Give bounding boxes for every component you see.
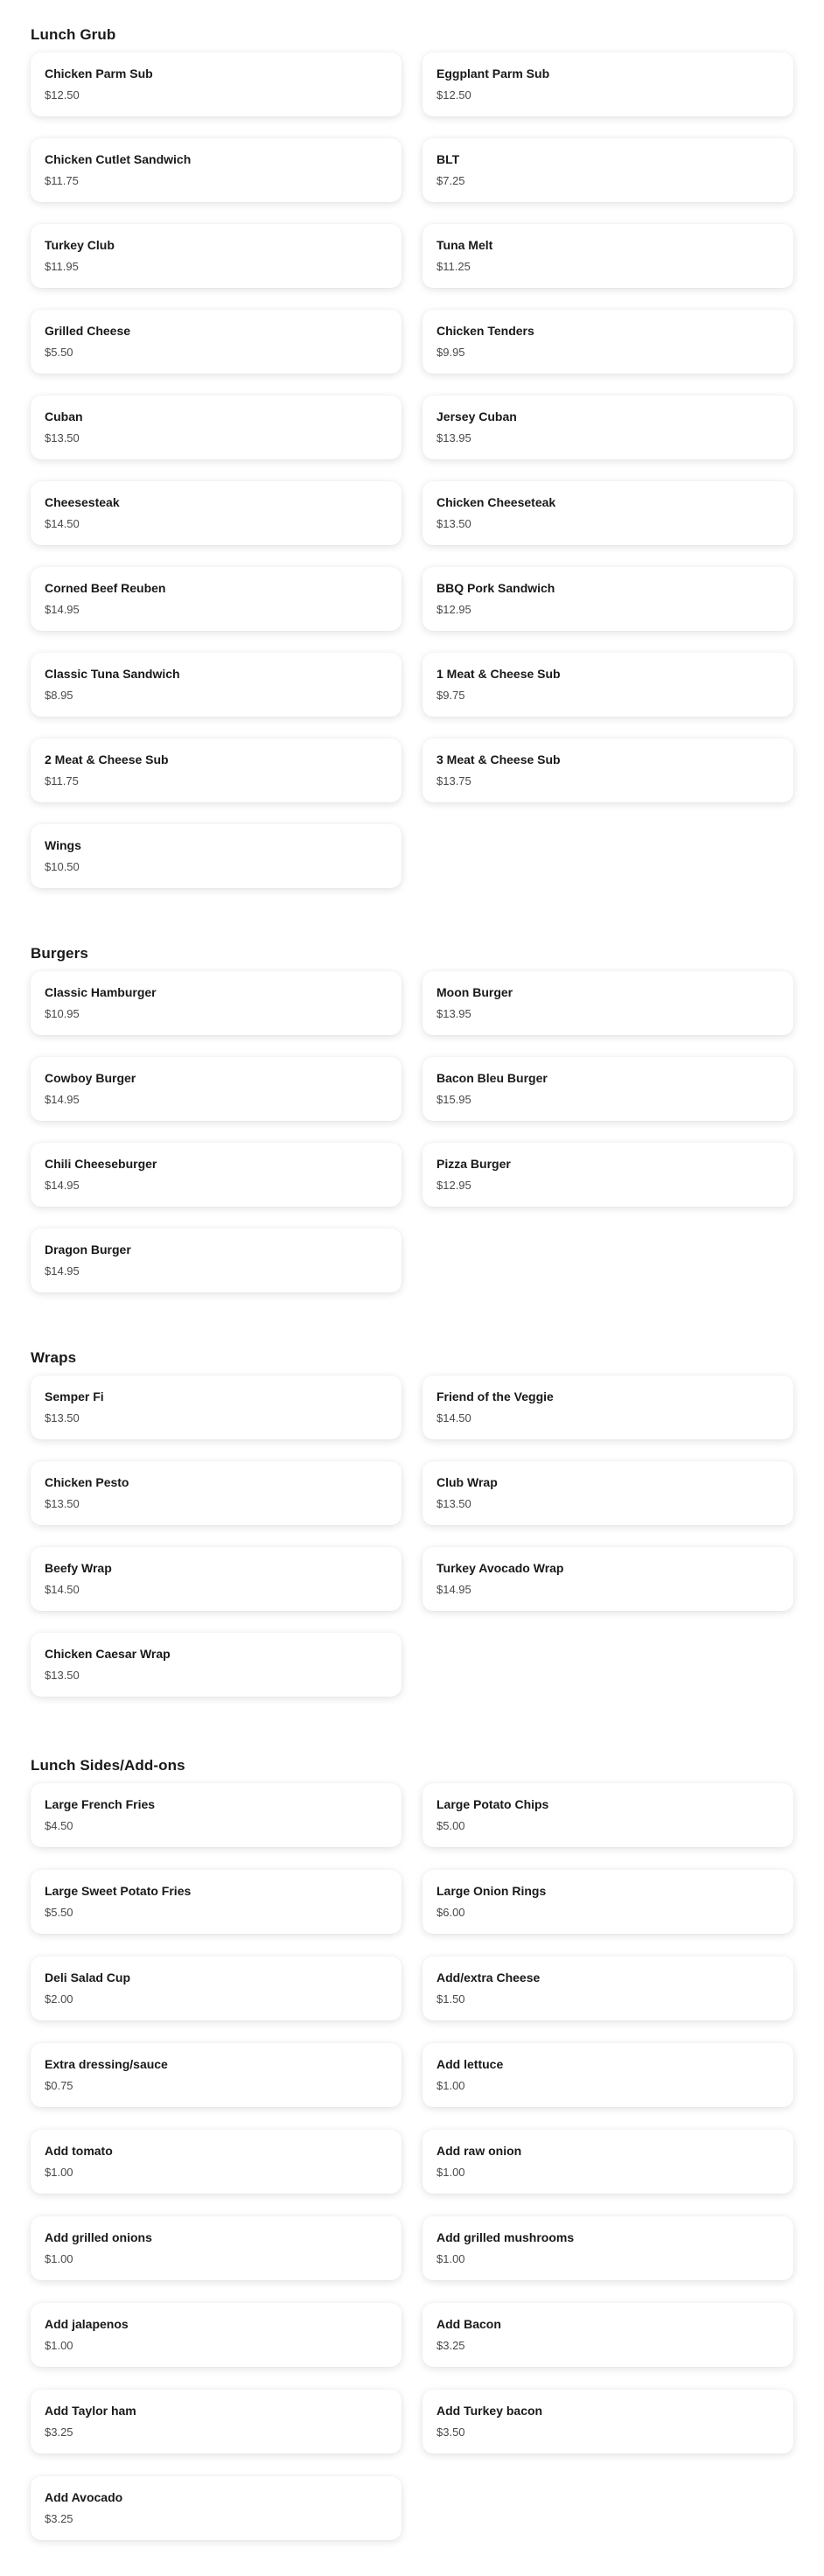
menu-item-card[interactable]	[422, 2130, 793, 2194]
menu-item-name: Pizza Burger	[436, 1157, 511, 1171]
menu-item-price: $11.75	[45, 774, 79, 788]
menu-item-name: Cheesesteak	[45, 495, 120, 509]
menu-item-card[interactable]	[422, 224, 793, 288]
menu-item-name: Large Onion Rings	[436, 1884, 547, 1898]
menu-item-card[interactable]	[422, 653, 793, 717]
menu-item-card[interactable]	[422, 2390, 793, 2454]
menu-item-price: $0.75	[45, 2079, 73, 2092]
menu-item-name: Corned Beef Reuben	[45, 581, 166, 595]
menu-item-name: Classic Tuna Sandwich	[45, 667, 180, 681]
menu-item-price: $14.95	[45, 1179, 80, 1192]
menu-item-price: $1.00	[45, 2252, 73, 2265]
menu-item-name: 1 Meat & Cheese Sub	[436, 667, 561, 681]
menu-item-name: Add grilled mushrooms	[436, 2230, 575, 2244]
menu-item-name: Eggplant Parm Sub	[436, 66, 550, 80]
menu-item-name: Large French Fries	[45, 1797, 156, 1811]
menu-items-grid	[31, 971, 793, 1292]
menu-item-price: $13.95	[436, 1007, 471, 1020]
menu-item-card[interactable]	[422, 2043, 793, 2107]
menu-item-price: $11.25	[436, 260, 471, 273]
menu-item-price: $2.00	[45, 1992, 73, 2006]
menu-item-card[interactable]	[31, 1956, 402, 2020]
menu-item-price: $13.50	[45, 431, 80, 444]
menu-item-price: $1.00	[436, 2252, 465, 2265]
menu-item-price: $1.00	[45, 2166, 73, 2179]
menu-item-name: BBQ Pork Sandwich	[436, 581, 555, 595]
menu-item-name: Add/extra Cheese	[436, 1970, 541, 1984]
menu-item-card[interactable]	[422, 1783, 793, 1847]
menu-item-name: Chicken Caesar Wrap	[45, 1647, 171, 1661]
menu-item-card[interactable]	[422, 738, 793, 802]
menu-item-price: $1.00	[436, 2166, 465, 2179]
menu-item-price: $13.95	[436, 431, 471, 444]
menu-item-price: $14.50	[436, 1411, 471, 1424]
menu-item-name: Beefy Wrap	[45, 1561, 112, 1575]
menu-item-card[interactable]	[31, 138, 402, 202]
menu-item-name: Club Wrap	[436, 1475, 498, 1489]
menu-item-card[interactable]	[31, 653, 402, 717]
menu-item-card[interactable]	[31, 310, 402, 374]
menu-item-card[interactable]	[422, 396, 793, 459]
menu-item-name: Turkey Avocado Wrap	[436, 1561, 564, 1575]
menu-item-card[interactable]	[31, 1870, 402, 1934]
menu-item-price: $13.50	[436, 517, 471, 530]
menu-item-price: $9.75	[436, 689, 465, 702]
menu-item-name: Add Bacon	[436, 2317, 501, 2331]
menu-item-price: $14.50	[45, 1583, 80, 1596]
menu-item-card[interactable]	[31, 738, 402, 802]
menu-item-price: $10.95	[45, 1007, 80, 1020]
menu-item-name: 3 Meat & Cheese Sub	[436, 752, 561, 766]
menu-items-grid	[31, 52, 793, 888]
menu-item-card[interactable]	[31, 481, 402, 545]
menu-item-card[interactable]	[31, 2043, 402, 2107]
menu-item-name: Chicken Pesto	[45, 1475, 129, 1489]
menu-item-name: Cowboy Burger	[45, 1071, 136, 1085]
menu-item-card[interactable]	[422, 52, 793, 116]
menu-item-card[interactable]	[422, 1956, 793, 2020]
menu-item-card[interactable]	[31, 1143, 402, 1207]
menu-item-name: Chicken Tenders	[436, 324, 534, 338]
menu-item-name: Friend of the Veggie	[436, 1390, 554, 1404]
menu-item-price: $6.00	[436, 1906, 465, 1919]
menu-item-card[interactable]	[31, 2390, 402, 2454]
menu-item-name: Wings	[45, 838, 81, 852]
menu-item-card[interactable]	[31, 2476, 402, 2540]
menu-item-price: $13.50	[45, 1497, 80, 1510]
menu-item-name: Large Sweet Potato Fries	[45, 1884, 192, 1898]
menu-item-price: $11.95	[45, 260, 79, 273]
menu-item-card[interactable]	[422, 481, 793, 545]
menu-item-price: $5.50	[45, 346, 73, 359]
menu-item-price: $12.50	[436, 88, 471, 102]
menu-items-grid	[31, 1783, 793, 2540]
menu-item-name: Add raw onion	[436, 2144, 522, 2158]
menu-item-price: $14.95	[436, 1583, 471, 1596]
menu-item-price: $14.50	[45, 517, 80, 530]
menu-item-card[interactable]	[422, 1547, 793, 1611]
menu-item-card[interactable]	[31, 567, 402, 631]
menu-item-card[interactable]	[31, 1057, 402, 1121]
menu-item-card[interactable]	[31, 2303, 402, 2367]
menu-item-price: $15.95	[436, 1093, 471, 1106]
menu-item-name: 2 Meat & Cheese Sub	[45, 752, 169, 766]
menu-item-card[interactable]	[422, 310, 793, 374]
menu-item-name: Chicken Cutlet Sandwich	[45, 152, 192, 166]
menu-item-name: Add Taylor ham	[45, 2404, 136, 2418]
menu-item-price: $1.00	[45, 2339, 73, 2352]
menu-item-card[interactable]	[422, 1376, 793, 1439]
menu-item-name: Tuna Melt	[436, 238, 493, 252]
menu-item-name: Moon Burger	[436, 985, 513, 999]
section-title: Wraps	[31, 1349, 77, 1366]
menu-item-name: Chicken Cheeseteak	[436, 495, 556, 509]
menu-item-card[interactable]	[31, 2216, 402, 2280]
menu-item-card[interactable]	[422, 2216, 793, 2280]
menu-item-card[interactable]	[422, 1143, 793, 1207]
menu-item-name: Large Potato Chips	[436, 1797, 549, 1811]
menu-item-price: $14.95	[45, 603, 80, 616]
menu-item-card[interactable]	[31, 396, 402, 459]
menu-item-name: Chili Cheeseburger	[45, 1157, 157, 1171]
menu-item-name: Add lettuce	[436, 2057, 504, 2071]
menu-item-name: Add jalapenos	[45, 2317, 129, 2331]
menu-item-name: Turkey Club	[45, 238, 115, 252]
menu-item-card[interactable]	[422, 2303, 793, 2367]
menu-item-card[interactable]	[31, 52, 402, 116]
menu-item-name: Add tomato	[45, 2144, 113, 2158]
menu-item-price: $9.95	[436, 346, 465, 359]
menu-item-price: $3.50	[436, 2426, 465, 2439]
menu-item-price: $13.50	[45, 1411, 80, 1424]
menu-item-name: Jersey Cuban	[436, 410, 517, 424]
menu-item-price: $7.25	[436, 174, 465, 187]
menu-item-price: $4.50	[45, 1819, 73, 1832]
menu-item-card[interactable]	[31, 2130, 402, 2194]
menu-item-card[interactable]	[422, 1461, 793, 1525]
menu-item-price: $3.25	[45, 2426, 73, 2439]
menu-item-price: $5.50	[45, 1906, 73, 1919]
menu-item-card[interactable]	[31, 1228, 402, 1292]
menu-item-price: $8.95	[45, 689, 73, 702]
menu-item-price: $3.25	[45, 2512, 73, 2525]
menu-item-price: $10.50	[45, 860, 80, 873]
menu-item-price: $12.95	[436, 603, 471, 616]
menu-item-name: Deli Salad Cup	[45, 1970, 131, 1984]
menu-item-card[interactable]	[31, 224, 402, 288]
menu-item-card[interactable]	[422, 1870, 793, 1934]
section-title: Lunch Sides/Add-ons	[31, 1757, 185, 1774]
menu-item-price: $13.50	[45, 1669, 80, 1682]
menu-item-name: Cuban	[45, 410, 83, 424]
menu-items-grid	[31, 1376, 793, 1697]
menu-item-price: $3.25	[436, 2339, 465, 2352]
menu-item-card[interactable]	[31, 824, 402, 888]
menu-item-name: Chicken Parm Sub	[45, 66, 153, 80]
menu-item-price: $13.50	[436, 1497, 471, 1510]
menu-item-name: Bacon Bleu Burger	[436, 1071, 548, 1085]
menu-item-price: $12.95	[436, 1179, 471, 1192]
menu-item-price: $1.00	[436, 2079, 465, 2092]
menu-item-card[interactable]	[31, 1547, 402, 1611]
menu-item-price: $14.95	[45, 1093, 80, 1106]
menu-item-price: $5.00	[436, 1819, 465, 1832]
menu-item-card[interactable]	[31, 971, 402, 1035]
menu-item-card[interactable]	[422, 971, 793, 1035]
menu-item-name: Add Turkey bacon	[436, 2404, 543, 2418]
menu-item-price: $13.75	[436, 774, 471, 788]
menu-item-price: $1.50	[436, 1992, 465, 2006]
section-title: Burgers	[31, 945, 88, 962]
menu-item-price: $11.75	[45, 174, 79, 187]
menu-item-name: Semper Fi	[45, 1390, 104, 1404]
section-title: Lunch Grub	[31, 26, 116, 43]
menu-item-name: Classic Hamburger	[45, 985, 157, 999]
menu-item-name: Grilled Cheese	[45, 324, 131, 338]
menu-item-name: BLT	[436, 152, 460, 166]
menu-item-card[interactable]	[422, 567, 793, 631]
menu-item-name: Add grilled onions	[45, 2230, 152, 2244]
menu-item-card[interactable]	[422, 138, 793, 202]
menu-item-name: Add Avocado	[45, 2490, 123, 2504]
menu-item-card[interactable]	[31, 1783, 402, 1847]
menu-item-card[interactable]	[31, 1633, 402, 1697]
menu-item-price: $12.50	[45, 88, 80, 102]
menu-item-card[interactable]	[31, 1461, 402, 1525]
menu-item-name: Extra dressing/sauce	[45, 2057, 168, 2071]
menu-item-price: $14.95	[45, 1264, 80, 1278]
menu-item-card[interactable]	[31, 1376, 402, 1439]
menu-item-name: Dragon Burger	[45, 1242, 131, 1256]
menu-item-card[interactable]	[422, 1057, 793, 1121]
